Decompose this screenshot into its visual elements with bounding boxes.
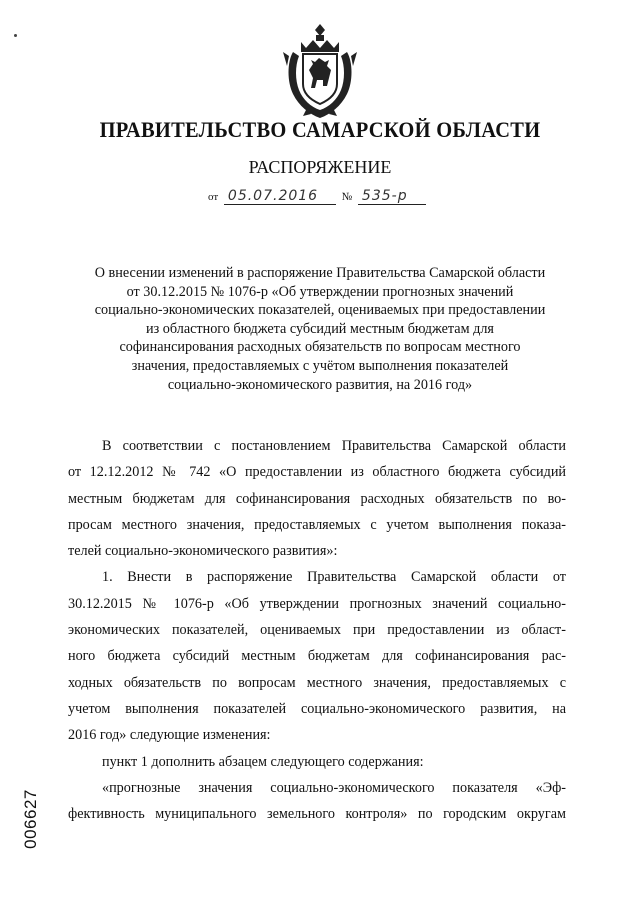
date-handwritten: 05.07.2016 [224, 188, 336, 205]
body-line: 30.12.2015 № 1076-р «Об утверждении прогнозных значений социально- [68, 595, 566, 612]
body-line: фективность муниципального земельного контроля» по городским округам [68, 806, 566, 823]
subject-line: О внесении изменений в распоряжение Правительства Самарской области [94, 265, 546, 281]
body-line: местным бюджетам для софинансирования расходных обязательств по во- [68, 490, 566, 507]
registration-number [20, 784, 42, 854]
date-prefix: от [208, 191, 219, 203]
body-line: «прогнозные значения социально-экономического показателя «Эф- [102, 779, 566, 796]
document-subject [60, 264, 580, 394]
number-handwritten: 535-р [358, 188, 426, 205]
body-line: ходных обязательств по вопросам местного значения, предоставляемых с [68, 674, 566, 691]
date-number-line [205, 188, 426, 205]
body-line: экономических показателей, оцениваемых при предоставлении из област- [68, 622, 566, 639]
number-sign: № [341, 191, 353, 203]
scan-dot [14, 34, 17, 37]
registration-number-text: 006627 [21, 789, 40, 849]
body-line: пункт 1 дополнить абзацем следующего содержания: [102, 753, 424, 770]
body-line: просам местного значения, предоставляемых с учетом выполнения показа- [68, 516, 566, 533]
body-line: ного бюджета субсидий местным бюджетам для софинансирования рас- [68, 648, 566, 665]
samara-coat-of-arms-icon [281, 22, 359, 122]
body-line: 1. Внести в распоряжение Правительства Самарской области от [102, 569, 566, 586]
document-type: РАСПОРЯЖЕНИЕ [248, 157, 392, 177]
body-line: от 12.12.2012 № 742 «О предоставлении из областного бюджета субсидий [68, 464, 566, 481]
organization-title: ПРАВИТЕЛЬСТВО САМАРСКОЙ ОБЛАСТИ [99, 117, 541, 142]
subject-line: от 30.12.2015 № 1076-р «Об утверждении прогнозных значений [126, 283, 514, 300]
subject-line: социально-экономических показателей, оцениваемых при предоставлении [94, 302, 546, 319]
subject-line: социально-экономического развития, на 2016 год» [167, 376, 473, 393]
body-line: телей социально-экономического развития»: [68, 543, 338, 560]
body-line: В соответствии с постановлением Правительства Самарской области [102, 438, 566, 454]
subject-line: софинансирования расходных обязательств по вопросам местного [119, 339, 521, 356]
body-line: 2016 год» следующие изменения: [68, 727, 271, 744]
subject-line: из областного бюджета субсидий местным бюджетам для [146, 320, 494, 337]
body-line: учетом выполнения показателей социально-экономического развития, на [68, 700, 566, 717]
document-body [68, 433, 566, 827]
subject-line: значения, предоставляемых с учётом выполнения показателей [131, 357, 509, 374]
